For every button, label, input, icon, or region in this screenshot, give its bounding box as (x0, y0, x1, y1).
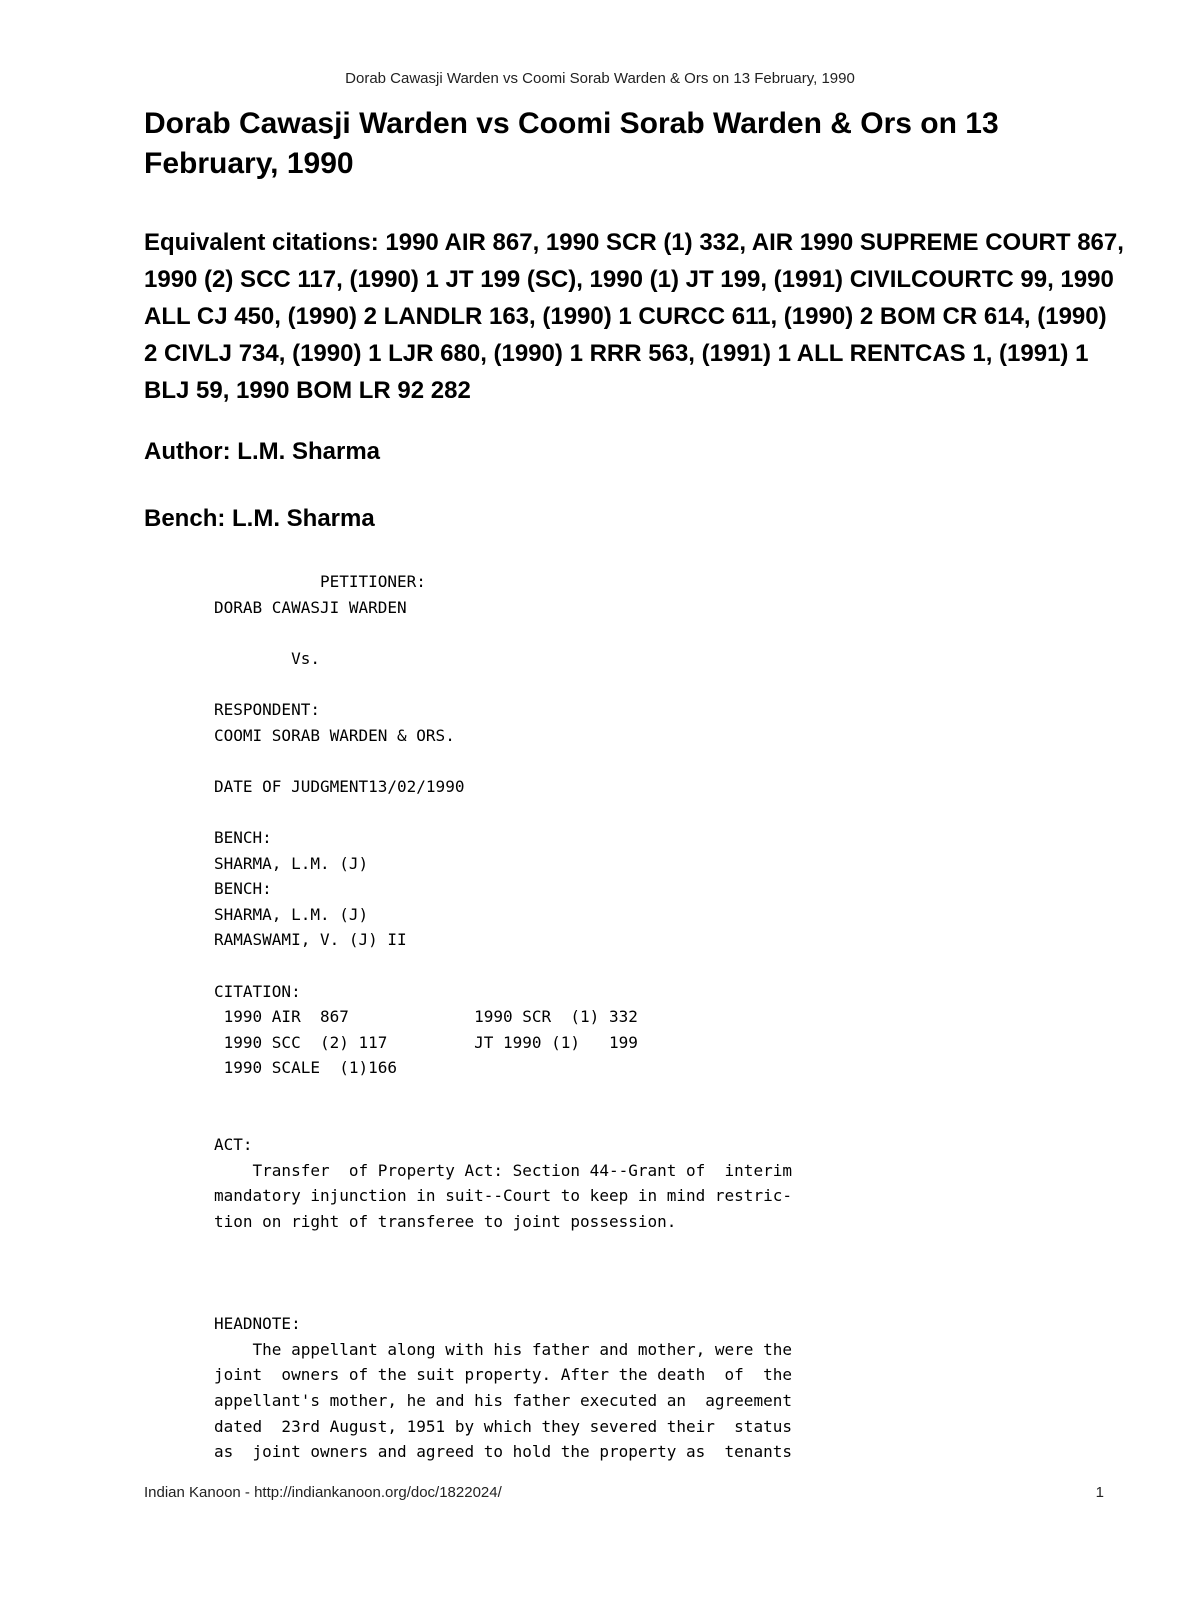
author-line: Author: L.M. Sharma (144, 438, 381, 465)
judgment-line (214, 799, 792, 825)
judgment-line: RESPONDENT: (214, 699, 320, 719)
judgment-line: DORAB CAWASJI WARDEN (214, 597, 407, 617)
equivalent-citations: Equivalent citations: 1990 AIR 867, 1990 SCR (1) 332, AIR 1990 SUPREME COURT 867, 1990 (2) SCC 117, (1990) 1 JT 199 (SC), 1990 (1) JT 199, (1991) CIVILCOURTC 99, 1990 ALL CJ 450, (1990) 2 LANDLR 163, (1990) 1 CURCC 611, (1990) 2 BOM CR 614, (1990) 2 CIVLJ 734, (1990) 1 LJR 680, (1990) 1 RRR 563, (1991) 1 ALL RENTCAS 1, (1991) 1 BLJ 59, 1990 BOM LR 92 282 (144, 229, 1124, 404)
judgment-line (214, 1286, 792, 1312)
judgment-line: DATE OF JUDGMENT13/02/1990 (214, 776, 465, 796)
judgment-line: dated 23rd August, 1951 by which they severed their status (214, 1416, 792, 1436)
judgment-line: 1990 SCC (2) 117 JT 1990 (1) 199 (214, 1032, 638, 1052)
judgment-line (214, 1081, 792, 1107)
page-number: 1 (1095, 1484, 1104, 1501)
judgment-line: ACT: (214, 1135, 253, 1155)
judgment-line: BENCH: (214, 879, 272, 899)
judgment-line: HEADNOTE: (214, 1314, 301, 1334)
judgment-line (214, 1260, 792, 1286)
judgment-line (214, 620, 792, 646)
footer-source: Indian Kanoon - http://indiankanoon.org/doc/1822024/ (144, 1484, 502, 1501)
judgment-line: 1990 AIR 867 1990 SCR (1) 332 (214, 1007, 638, 1027)
judgment-line (214, 1106, 792, 1132)
judgment-line: 1990 SCALE (1)166 (214, 1058, 398, 1078)
judgment-line: SHARMA, L.M. (J) (214, 853, 369, 873)
judgment-line (214, 671, 792, 697)
judgment-line: RAMASWAMI, V. (J) II (214, 930, 407, 950)
bench-line: Bench: L.M. Sharma (144, 505, 375, 532)
judgment-line (214, 1234, 792, 1260)
judgment-line (214, 953, 792, 979)
judgment-line: COOMI SORAB WARDEN & ORS. (214, 725, 455, 745)
judgment-line: as joint owners and agreed to hold the property as tenants (214, 1442, 792, 1462)
judgment-line: joint owners of the suit property. After the death of the (214, 1365, 792, 1385)
judgment-line: PETITIONER: (214, 572, 426, 591)
document-title: Dorab Cawasji Warden vs Coomi Sorab Warden & Ors on 13 February, 1990 (144, 107, 999, 180)
judgment-line: tion on right of transferee to joint possession. (214, 1211, 677, 1231)
judgment-line: appellant's mother, he and his father executed an agreement (214, 1391, 792, 1410)
running-header: Dorab Cawasji Warden vs Coomi Sorab Warden & Ors on 13 February, 1990 (345, 70, 855, 87)
judgment-line: BENCH: (214, 827, 272, 847)
judgment-line (214, 748, 792, 774)
judgment-line: The appellant along with his father and mother, were the (214, 1339, 792, 1359)
judgment-line: Transfer of Property Act: Section 44--Grant of interim (214, 1160, 792, 1180)
judgment-line: Vs. (214, 648, 320, 668)
judgment-line: mandatory injunction in suit--Court to keep in mind restric- (214, 1186, 792, 1206)
judgment-line: SHARMA, L.M. (J) (214, 904, 369, 924)
judgment-text (214, 569, 792, 1465)
judgment-line: CITATION: (214, 981, 301, 1001)
